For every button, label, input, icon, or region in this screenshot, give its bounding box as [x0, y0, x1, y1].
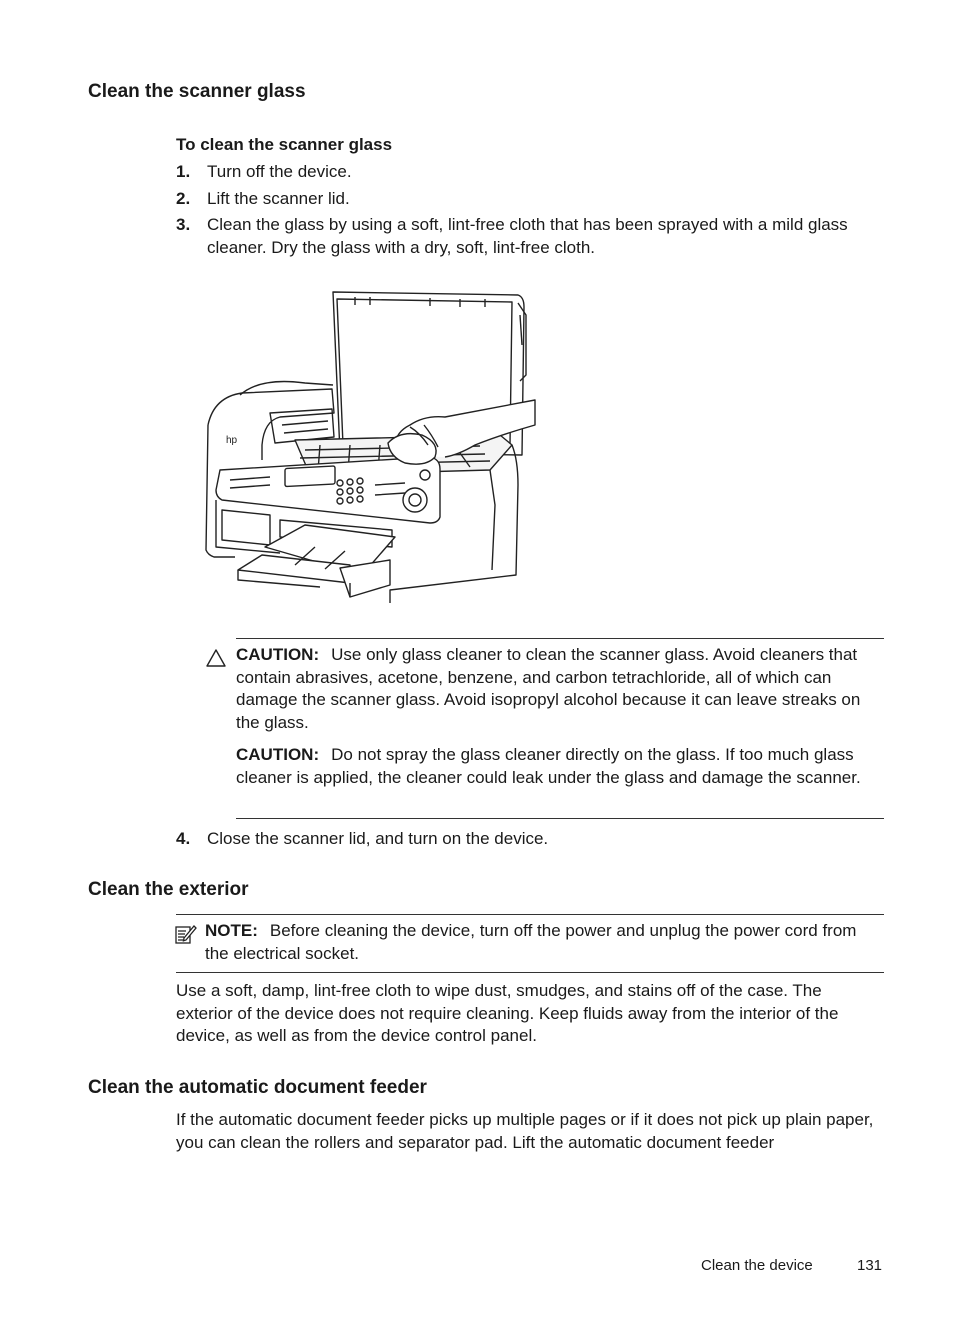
note-bottom-rule [176, 972, 884, 973]
printer-cleaning-illustration [200, 285, 545, 610]
caution-label: CAUTION: [236, 645, 320, 664]
step-number: 1. [176, 162, 191, 181]
footer-section-title: Clean the device [701, 1257, 813, 1274]
caution-text: Use only glass cleaner to clean the scanner glass. Avoid cleaners that contain abrasives, acetone, benzene, and carbon tetrachloride, all of which can damage the scanner glass. Avoid isopropyl alcohol because it can leave streaks on the glass. [236, 645, 861, 732]
note-label: NOTE: [205, 921, 258, 940]
caution-label: CAUTION: [236, 745, 320, 764]
caution-text: Do not spray the glass cleaner directly on the glass. If too much glass cleaner is applied, the cleaner could leak under the glass and damage the scanner. [236, 745, 861, 787]
note-pencil-icon [174, 922, 198, 946]
caution-paragraph [236, 644, 881, 734]
section-heading-exterior: Clean the exterior [88, 879, 249, 900]
note-paragraph [205, 920, 877, 965]
footer-page-number: 131 [857, 1257, 883, 1274]
step-number: 3. [176, 215, 191, 234]
step-number: 2. [176, 189, 191, 208]
step-text: Close the scanner lid, and turn on the device. [207, 829, 549, 848]
step-text: Turn off the device. [207, 162, 352, 181]
step-text: Clean the glass by using a soft, lint-free cloth that has been sprayed with a mild glass cleaner. Dry the glass with a dry, soft, lint-free cloth. [207, 215, 848, 257]
note-top-rule [176, 914, 884, 915]
caution-paragraph [236, 744, 866, 789]
adf-body-paragraph: If the automatic document feeder picks up multiple pages or if it does not pick up plain paper, you can clean the rollers and separator pad. Lift the automatic document feeder [176, 1110, 874, 1152]
note-text: Before cleaning the device, turn off the power and unplug the power cord from the electrical socket. [205, 921, 857, 963]
caution-triangle-icon [205, 648, 227, 668]
section-heading-adf: Clean the automatic document feeder [88, 1077, 427, 1098]
section-heading-scanner-glass: Clean the scanner glass [88, 81, 306, 102]
exterior-body-paragraph: Use a soft, damp, lint-free cloth to wipe dust, smudges, and stains off of the case. The exterior of the device does not require cleaning. Keep fluids away from the interior of the device, as well as from the device control panel. [176, 981, 839, 1045]
procedure-title: To clean the scanner glass [176, 135, 393, 154]
step-text: Lift the scanner lid. [207, 189, 350, 208]
caution-bottom-rule [236, 818, 884, 819]
svg-text:hp: hp [226, 435, 238, 446]
caution-top-rule [236, 638, 884, 639]
step-number: 4. [176, 829, 191, 848]
